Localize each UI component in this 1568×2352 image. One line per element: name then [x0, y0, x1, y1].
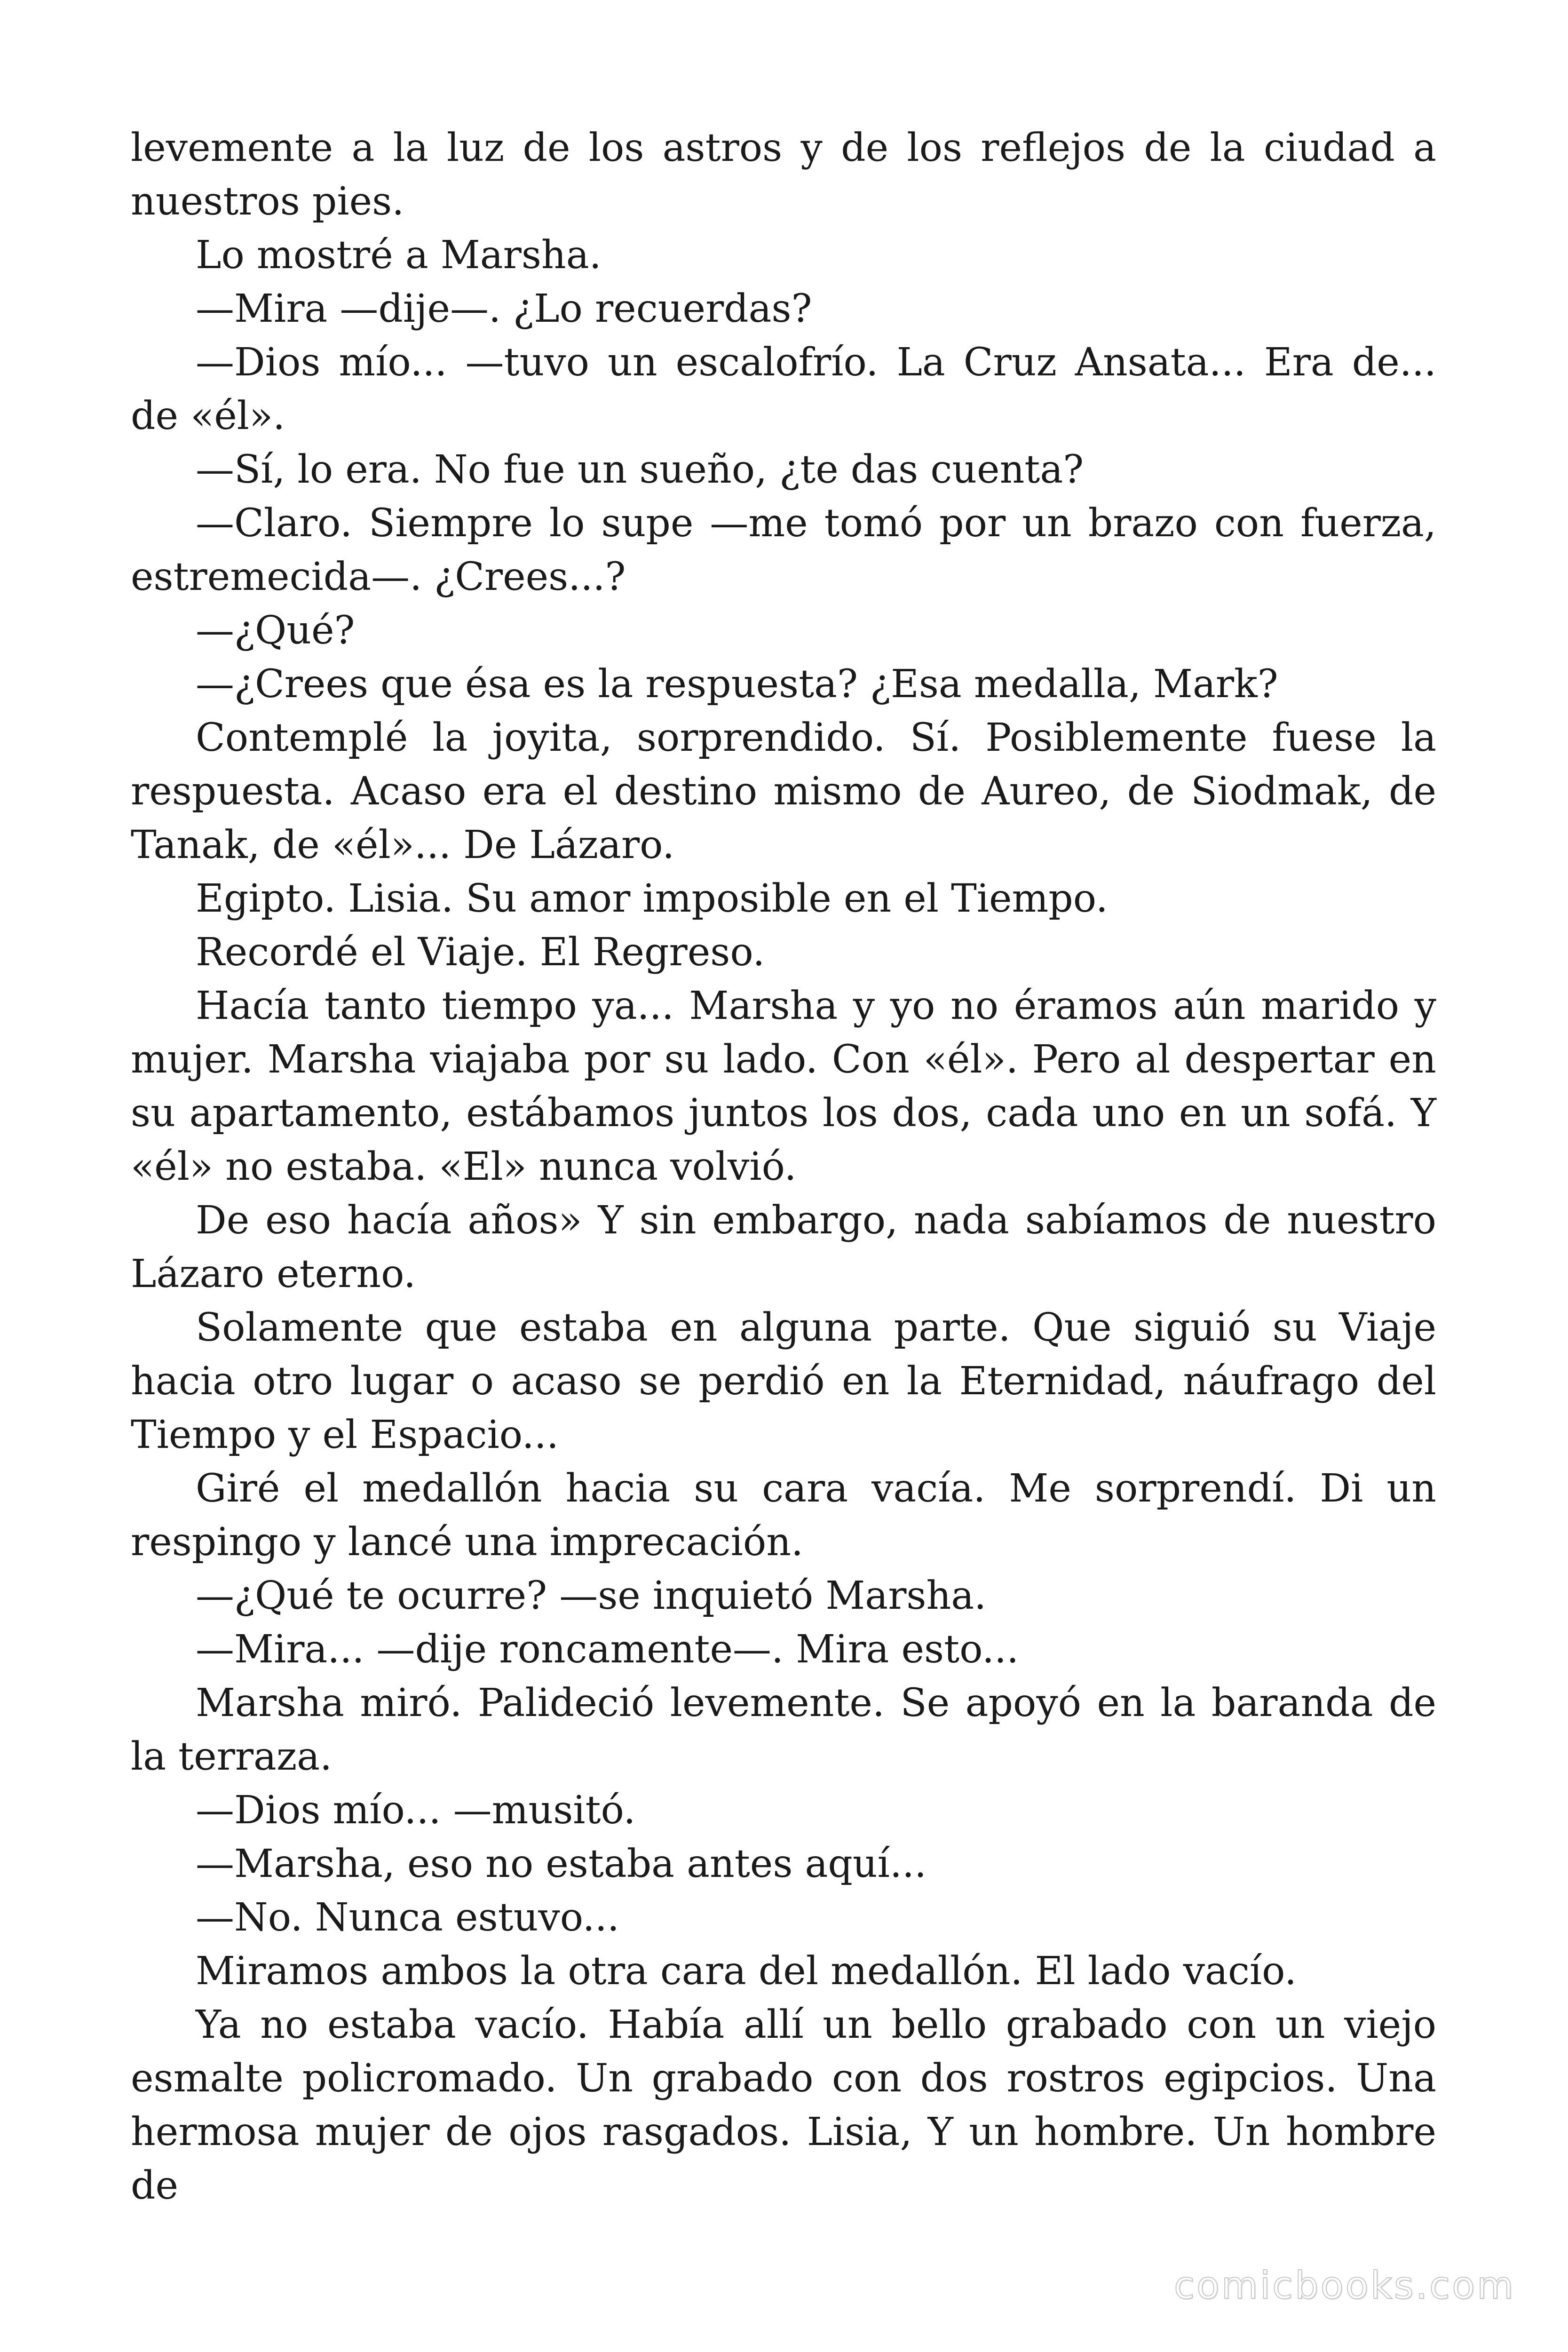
paragraph: Egipto. Lisia. Su amor imposible en el Tiempo.	[196, 876, 1108, 921]
paragraph: Hacía tanto tiempo ya... Marsha y yo no éramos aún marido y mujer. Marsha viajaba por su lado. Con «él». Pero al despertar en su apartamento, estábamos juntos los dos, cada uno en un sofá. Y «él» no estaba. «El» nunca volvió.	[131, 984, 1436, 1189]
watermark: comicbooks.com	[1173, 2264, 1515, 2307]
paragraph: Marsha miró. Palideció levemente. Se apoyó en la baranda de la terraza.	[131, 1681, 1436, 1779]
paragraph: —No. Nunca estuvo...	[196, 1895, 619, 1940]
paragraph: Solamente que estaba en alguna parte. Que siguió su Viaje hacia otro lugar o acaso se perdió en la Eternidad, náufrago del Tiempo y el Espacio...	[131, 1305, 1436, 1457]
paragraph: —¿Qué?	[196, 608, 355, 653]
paragraph: Giré el medallón hacia su cara vacía. Me sorprendí. Di un respingo y lancé una imprecación.	[131, 1466, 1436, 1565]
paragraph: Contemplé la joyita, sorprendido. Sí. Posiblemente fuese la respuesta. Acaso era el destino mismo de Aureo, de Siodmak, de Tanak, de «él»... De Lázaro.	[131, 715, 1436, 867]
paragraph: —Dios mío... —tuvo un escalofrío. La Cruz Ansata... Era de... de «él».	[131, 340, 1436, 438]
paragraph: levemente a la luz de los astros y de los reflejos de la ciudad a nuestros pies.	[131, 126, 1436, 224]
paragraph: —Dios mío... —musitó.	[196, 1788, 636, 1833]
paragraph: —¿Qué te ocurre? —se inquietó Marsha.	[196, 1573, 987, 1618]
paragraph: —Mira —dije—. ¿Lo recuerdas?	[196, 286, 812, 331]
paragraph: —Marsha, eso no estaba antes aquí...	[196, 1842, 927, 1886]
paragraph: —¿Crees que ésa es la respuesta? ¿Esa medalla, Mark?	[196, 662, 1278, 707]
paragraph: Ya no estaba vacío. Había allí un bello grabado con un viejo esmalte policromado. Un grabado con dos rostros egipcios. Una hermosa mujer de ojos rasgados. Lisia, Y un hombre. Un hombre de	[131, 2002, 1436, 2208]
body-text	[131, 121, 1436, 2213]
paragraph: —Mira... —dije roncamente—. Mira esto...	[196, 1627, 1019, 1672]
paragraph: Miramos ambos la otra cara del medallón. El lado vacío.	[196, 1949, 1297, 1994]
paragraph: Recordé el Viaje. El Regreso.	[196, 930, 765, 975]
paragraph: De eso hacía años» Y sin embargo, nada sabíamos de nuestro Lázaro eterno.	[131, 1198, 1436, 1296]
paragraph: Lo mostré a Marsha.	[196, 233, 602, 278]
paragraph: —Claro. Siempre lo supe —me tomó por un brazo con fuerza, estremecida—. ¿Crees...?	[131, 501, 1436, 599]
paragraph: —Sí, lo era. No fue un sueño, ¿te das cuenta?	[196, 447, 1084, 492]
